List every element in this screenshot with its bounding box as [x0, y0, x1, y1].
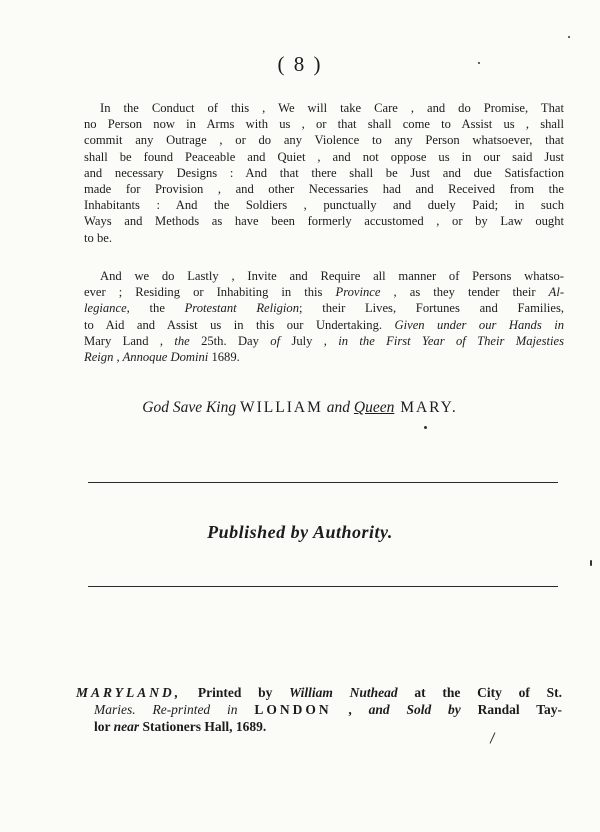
text-line: and necessary Designs : And that there shall be Just and due Satisfaction: [84, 165, 564, 180]
published-notice: Published by Authority.: [207, 522, 393, 542]
god-save-line: God Save King WILLIAM and Queen MARY.: [142, 399, 458, 416]
text-line: Ways and Methods as have been formerly accustomed , or by Law ought: [84, 214, 564, 229]
text-line: Maries. Re-printed in LONDON , and Sold by Randal Tay-: [94, 702, 562, 717]
imprint: [76, 684, 562, 735]
text-line: Mary Land , the 25th. Day of July , in the First Year of Their Majesties: [84, 333, 565, 348]
paragraph-conduct: [84, 100, 564, 246]
paragraph-invite: [84, 268, 564, 365]
divider: [88, 482, 558, 483]
text-line: And we do Lastly , Invite and Require all manner of Persons whatso-: [100, 269, 564, 283]
text-line: no Person now in Arms with us , or that shall come to Assist us , shall: [84, 117, 564, 132]
text-line: lor near Stationers Hall, 1689.: [94, 719, 267, 734]
text-line: MARYLAND, Printed by William Nuthead at the City of St.: [76, 685, 562, 700]
text-line: shall be found Peaceable and Quiet , and not oppose us in our said Just: [84, 149, 564, 164]
text-line: to be.: [84, 230, 112, 245]
ink-speck: [590, 560, 592, 566]
text-line: In the Conduct of this , We will take Care , and do Promise, That: [100, 101, 564, 115]
text-line: Inhabitants : And the Soldiers , punctually and duely Paid; in such: [84, 198, 564, 213]
text-line: made for Provision , and other Necessaries had and Received from the: [84, 182, 564, 197]
text-line: to Aid and Assist us in this our Undertaking. Given under our Hands in: [84, 317, 564, 332]
ink-speck: [568, 36, 570, 38]
text-line: Reign , Annoque Domini 1689.: [84, 350, 240, 365]
divider: [88, 586, 558, 587]
text-line: commit any Outrage , or do any Violence to any Person whatsoever, that: [84, 133, 564, 148]
ink-speck: [424, 426, 427, 429]
ink-speck: [478, 62, 480, 64]
text-line: ever ; Residing or Inhabiting in this Province , as they tender their Al-: [84, 285, 565, 300]
page-number: ( 8 ): [277, 52, 323, 76]
text-line: legiance, the Protestant Religion; their Lives, Fortunes and Families,: [84, 301, 564, 316]
